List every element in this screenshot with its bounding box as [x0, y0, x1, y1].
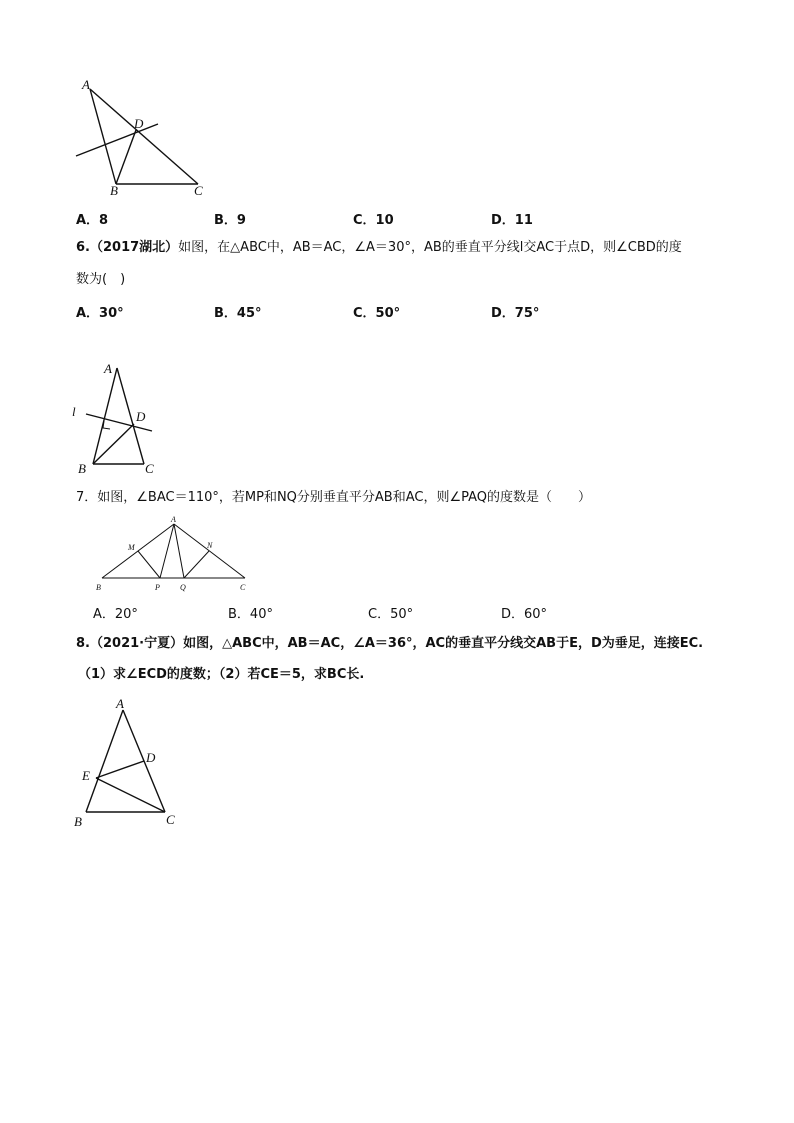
q8-line1: [76, 635, 703, 653]
label-B: B: [110, 183, 118, 198]
label-A: A: [171, 515, 176, 524]
label-D: D: [146, 750, 156, 765]
q8-source: （2021·宁夏）: [89, 636, 184, 651]
label-C: C: [145, 461, 154, 476]
q7-figure: [92, 512, 252, 594]
label-P: P: [155, 583, 160, 592]
label-A: A: [104, 361, 112, 376]
q7-text: 7．如图，∠BAC＝110°，若MP和NQ分别垂直平分AB和AC，则∠PAQ的度数是（ ）: [76, 490, 592, 505]
q8-number: 8.: [76, 636, 90, 651]
label-M: M: [128, 543, 135, 552]
label-l: l: [72, 404, 76, 419]
q8-text-1: 如图，△ABC中，AB＝AC，∠A＝36°，AC的垂直平分线交AB于E，D为垂足，连接EC.: [183, 636, 704, 651]
q6-text-1: 如图，在△ABC中，AB＝AC，∠A＝30°，AB的垂直平分线l交AC于点D，则∠CBD的度: [178, 240, 682, 255]
q6-line2: 数为( ): [76, 272, 126, 287]
label-N: N: [207, 541, 213, 550]
q6-option-b: B．45°: [214, 306, 262, 321]
q6-number: 6.: [76, 240, 90, 255]
q8-line2: （1）求∠ECD的度数；（2）若CE＝5，求BC长.: [78, 667, 365, 682]
q5-figure: [70, 72, 215, 200]
q6-line1: [76, 239, 682, 257]
q5-option-c: C．10: [353, 213, 394, 228]
label-B: B: [78, 461, 86, 476]
q8-figure: [72, 694, 187, 830]
q6-option-a: A．30°: [76, 306, 124, 321]
label-D: D: [134, 116, 144, 131]
label-E: E: [82, 768, 90, 783]
q6-figure: [68, 356, 168, 476]
label-D: D: [136, 409, 146, 424]
label-B: B: [74, 814, 82, 829]
label-C: C: [240, 583, 246, 592]
label-C: C: [166, 812, 175, 827]
q5-option-d: D．11: [491, 213, 533, 228]
q6-source: （2017湖北）: [89, 240, 179, 255]
label-A: A: [116, 696, 124, 711]
q6-option-d: D．75°: [491, 306, 540, 321]
q7-option-d: D．60°: [501, 607, 548, 622]
q6-option-c: C．50°: [353, 306, 401, 321]
q5-option-a: A．8: [76, 213, 109, 228]
q5-option-b: B．9: [214, 213, 246, 228]
label-B: B: [96, 583, 101, 592]
label-Q: Q: [180, 583, 186, 592]
label-C: C: [194, 183, 203, 198]
label-A: A: [82, 77, 90, 92]
q7-option-c: C．50°: [368, 607, 414, 622]
q7-option-b: B．40°: [228, 607, 273, 622]
q7-option-a: A．20°: [93, 607, 138, 622]
